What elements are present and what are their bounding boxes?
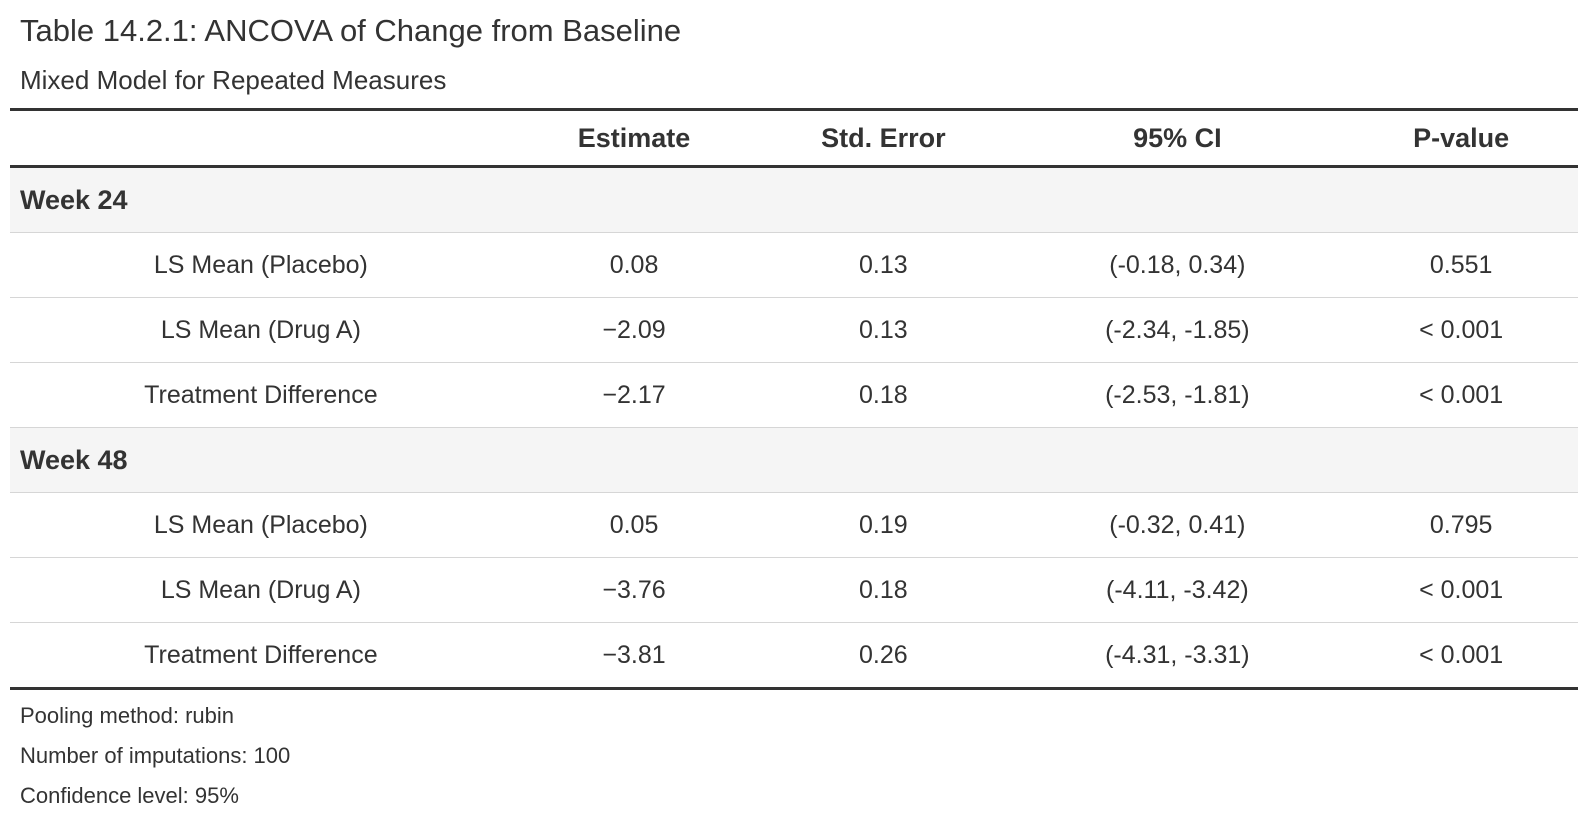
cell-row-label: Treatment Difference <box>10 363 512 428</box>
group-label: Week 24 <box>10 167 1578 233</box>
cell-std-error: 0.13 <box>756 298 1010 363</box>
cell-ci: (-0.18, 0.34) <box>1010 233 1344 298</box>
cell-p-value: < 0.001 <box>1344 558 1578 623</box>
cell-ci: (-2.34, -1.85) <box>1010 298 1344 363</box>
ancova-table-container <box>10 0 1578 816</box>
cell-std-error: 0.18 <box>756 363 1010 428</box>
table-title: Table 14.2.1: ANCOVA of Change from Baseline <box>20 13 682 48</box>
cell-p-value: < 0.001 <box>1344 623 1578 689</box>
cell-p-value: < 0.001 <box>1344 363 1578 428</box>
footnote: Number of imputations: 100 <box>20 743 291 768</box>
cell-row-label: LS Mean (Placebo) <box>10 493 512 558</box>
cell-p-value: 0.551 <box>1344 233 1578 298</box>
column-header-ci: 95% CI <box>1010 110 1344 167</box>
cell-ci: (-4.11, -3.42) <box>1010 558 1344 623</box>
cell-std-error: 0.19 <box>756 493 1010 558</box>
table-row <box>10 298 1578 363</box>
cell-ci: (-4.31, -3.31) <box>1010 623 1344 689</box>
table-row <box>10 623 1578 689</box>
column-header-p-value: P-value <box>1344 110 1578 167</box>
footnote: Pooling method: rubin <box>20 703 235 728</box>
cell-estimate: 0.05 <box>512 493 757 558</box>
cell-ci: (-0.32, 0.41) <box>1010 493 1344 558</box>
table-row <box>10 493 1578 558</box>
group-label: Week 48 <box>10 428 1578 493</box>
group-header-row <box>10 428 1578 493</box>
cell-p-value: 0.795 <box>1344 493 1578 558</box>
ancova-results-table <box>10 108 1578 690</box>
footnote: Confidence level: 95% <box>20 783 239 808</box>
cell-estimate: −2.17 <box>512 363 757 428</box>
cell-row-label: LS Mean (Placebo) <box>10 233 512 298</box>
cell-p-value: < 0.001 <box>1344 298 1578 363</box>
table-footnotes <box>10 690 1578 816</box>
table-row <box>10 363 1578 428</box>
cell-std-error: 0.13 <box>756 233 1010 298</box>
table-row <box>10 233 1578 298</box>
table-heading <box>10 0 1578 108</box>
table-subtitle: Mixed Model for Repeated Measures <box>20 65 447 95</box>
cell-ci: (-2.53, -1.81) <box>1010 363 1344 428</box>
cell-row-label: LS Mean (Drug A) <box>10 558 512 623</box>
cell-estimate: −2.09 <box>512 298 757 363</box>
table-row <box>10 558 1578 623</box>
cell-row-label: LS Mean (Drug A) <box>10 298 512 363</box>
column-header-estimate: Estimate <box>512 110 757 167</box>
cell-std-error: 0.18 <box>756 558 1010 623</box>
group-header-row <box>10 167 1578 233</box>
cell-estimate: −3.76 <box>512 558 757 623</box>
cell-estimate: −3.81 <box>512 623 757 689</box>
cell-row-label: Treatment Difference <box>10 623 512 689</box>
column-header-stub <box>10 110 512 167</box>
column-header-std-error: Std. Error <box>756 110 1010 167</box>
cell-std-error: 0.26 <box>756 623 1010 689</box>
column-header-row <box>10 110 1578 167</box>
cell-estimate: 0.08 <box>512 233 757 298</box>
